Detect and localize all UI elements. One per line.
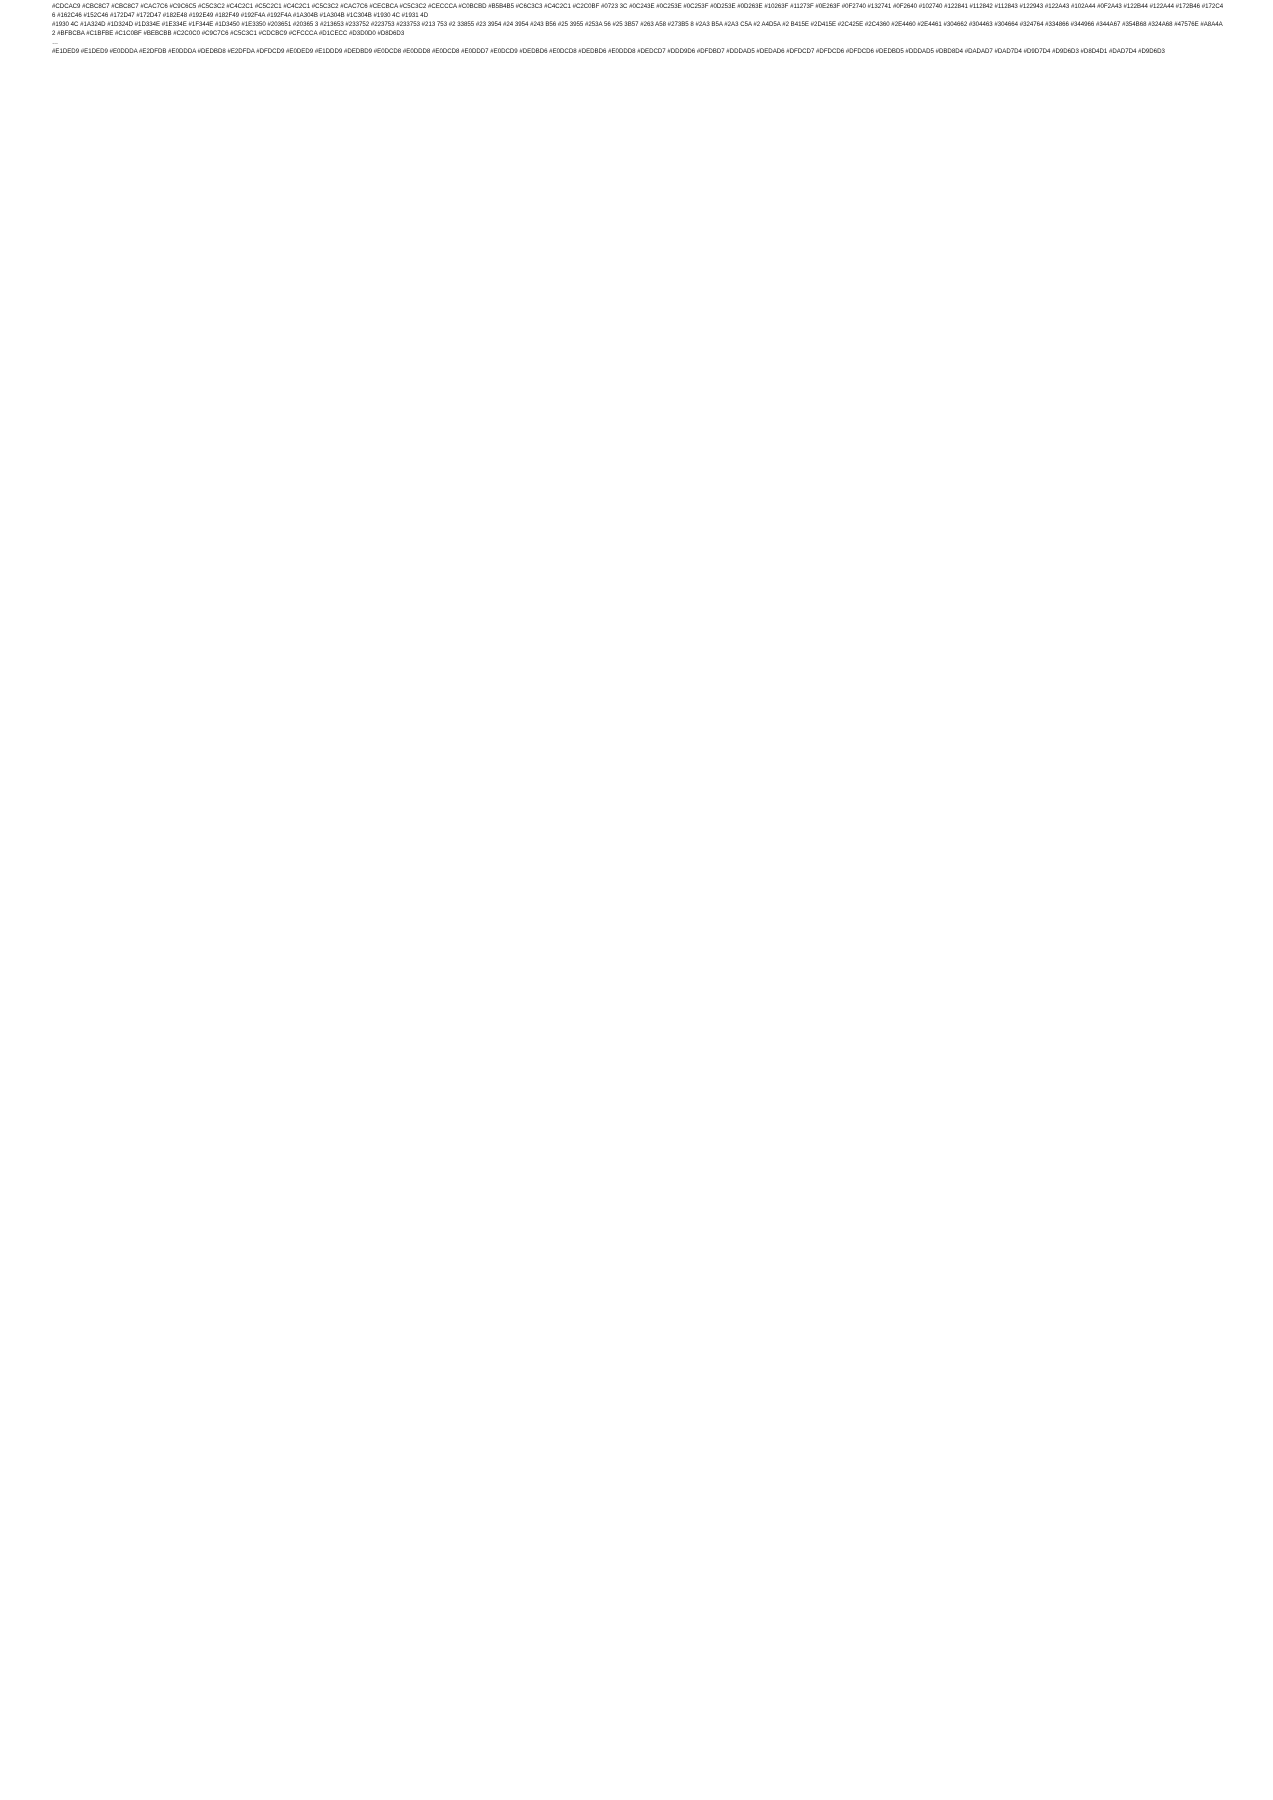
hex-color-text-3: … (52, 38, 59, 46)
hex-color-text-1: #CDCAC9 #CBC8C7 #CBC8C7 #CAC7C6 #C9C6C5 #C5C3C2 #C4C2C1 #C5C2C1 #C4C2C1 #C5C3C2 #CAC7C6 #CECBCA #C5C3C2 #CECCCA #C0BCBD #B5B4B5 #C6C3C3 #C4C2C1 #C2C0BF #0723 3C #0C243E #0C253E #0C253F #0D253E #0D263E #10263F #11273F #0E263F #0F2740 #132741 #0F2640 #102740 #122841 #112842 #112843 #122943 #122A43 #102A44 #0F2A43 #122B44 #122A44 #172B46 #172C46 #162C46 #152C46 #172D47 #172D47 #182E48 #192E49 #182F49 #192F4A #192F4A #1A304B #1A304B #1C304B #1930 4C #1931 4D (52, 3, 1224, 19)
hex-color-text-4: #E1DED9 #E1DED9 #E0DDDA #E2DFDB #E0DDDA #DEDBD8 #E2DFDA #DFDCD9 #E0DED9 #E1DDD9 #DEDBD9 #E0DCD8 #E0DDD8 #E0DCD8 #E0DDD7 #E0DCD9 #DEDBD6 #E0DCD8 #DEDBD6 #E0DDD8 #DEDCD7 #DDD9D6 #DFDBD7 #DDDAD5 #DEDAD6 #DFDCD7 #DFDCD6 #DFDCD6 #DEDBD5 #DDDAD5 #DBD8D4 #DADAD7 #DAD7D4 #D9D7D4 #D9D6D3 #D8D4D1 #DAD7D4 #D9D6D3 (52, 47, 1165, 55)
color-code-document (52, 3, 1224, 1793)
hex-color-text-2: #1930 4C #1A324D #1D324D #1D334E #1E334E #1F344E #1D3450 #1E3350 #203651 #20365 3 #213653 #233752 #223753 #233753 #213 753 #2 33855 #23 3954 #24 3954 #243 B56 #25 3955 #253A 56 #25 3B57 #263 A58 #273B5 8 #2A3 B5A #2A3 C5A #2 A4D5A #2 B415E #2D415E #2C425E #2C4360 #2E4460 #2E4461 #304662 #304463 #304664 #324764 #334866 #344966 #344A67 #354B68 #324A68 #47576E #A8A4A2 #BFBCBA #C1BFBE #C1C0BF #BEBCBB #C2C0C0 #C9C7C6 #C5C3C1 #CDCBC9 #CFCCCA #D1CECC #D3D0D0 #D8D6D3 (52, 20, 1223, 37)
